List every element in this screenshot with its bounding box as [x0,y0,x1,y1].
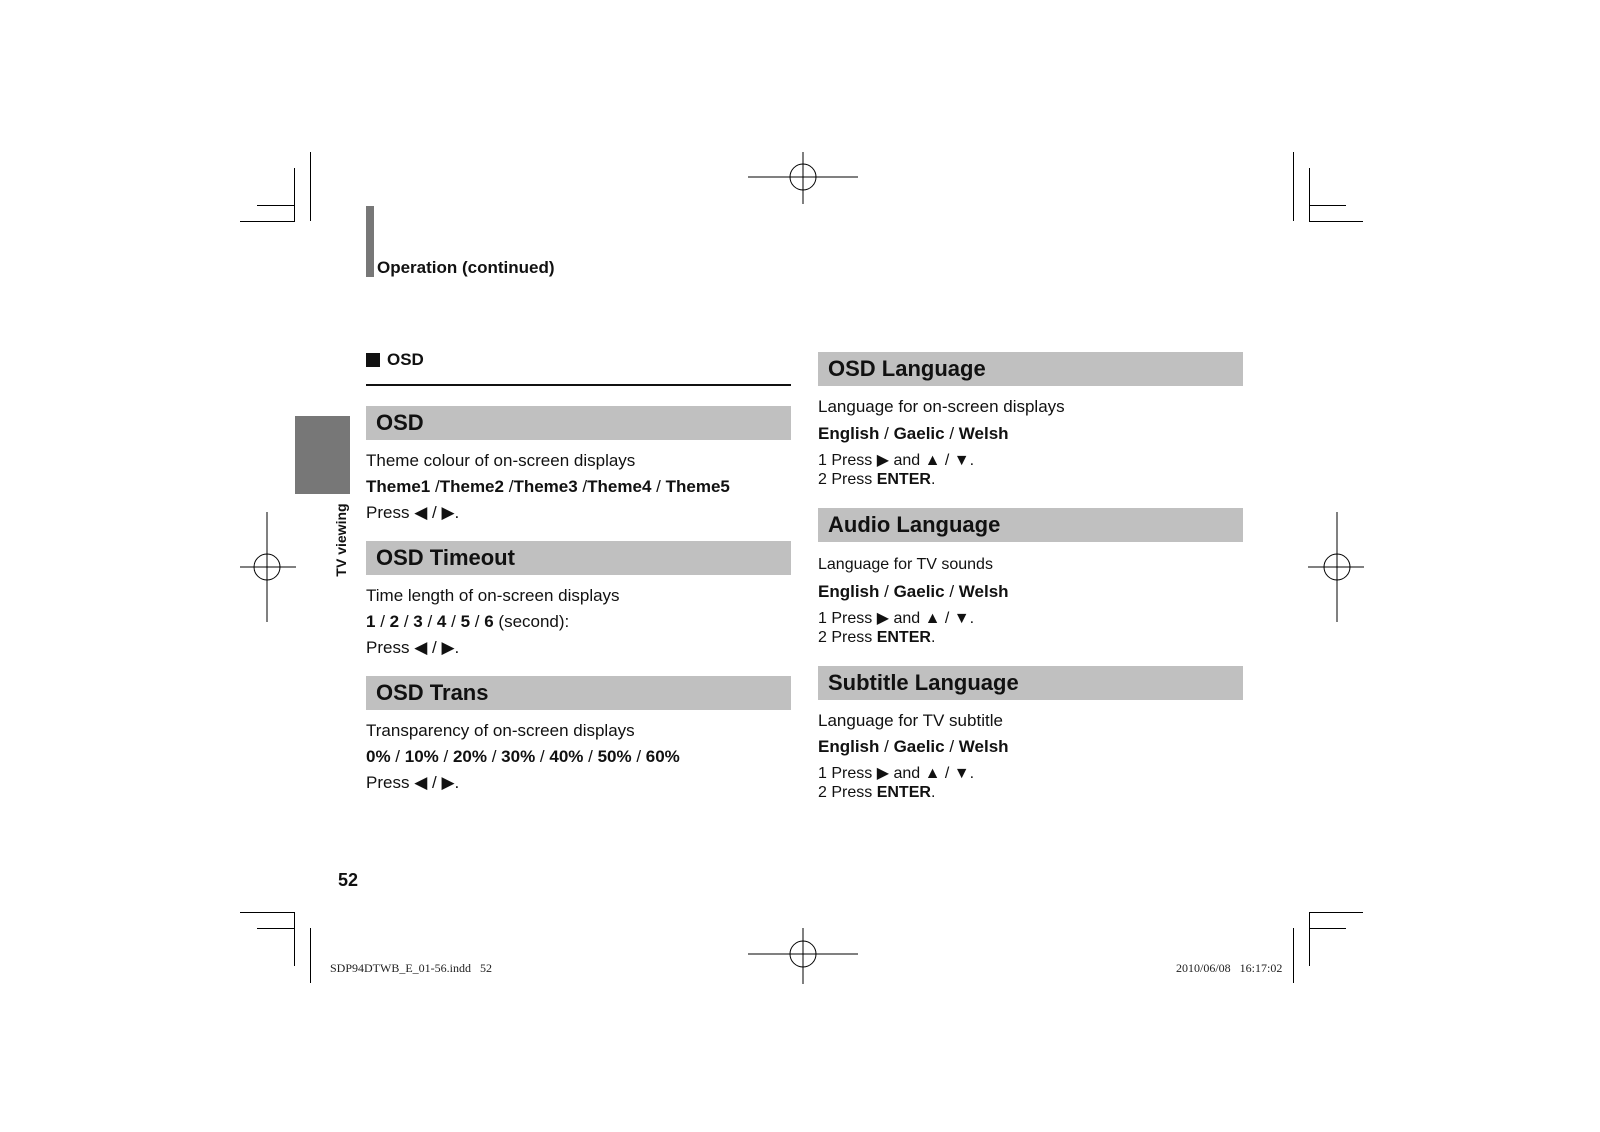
timeout-description: Time length of on-screen displays [366,586,620,605]
registration-mark-top [748,152,858,210]
trans-options: 0% / 10% / 20% / 30% / 40% / 50% / 60% [366,747,680,766]
page-header-title: Operation (continued) [377,258,555,277]
footer-file: SDP94DTWB_E_01-56.indd 52 [330,961,492,975]
section-title-osd-language: OSD Language [818,352,1243,386]
osd-language-description: Language for on-screen displays [818,397,1065,416]
osd-language-step-1: 1 Press ▶ and ▲ / ▼. [818,452,975,469]
subtitle-language-step-1: 1 Press ▶ and ▲ / ▼. [818,765,975,782]
side-tab-label: TV viewing [333,503,349,577]
option-theme4: Theme4 [587,477,652,496]
subtitle-language-options: English / Gaelic / Welsh [818,737,1009,756]
timeout-options: 1 / 2 / 3 / 4 / 5 / 6 (second): [366,612,570,631]
option-theme2: Theme2 [439,477,504,496]
audio-language-step-1: 1 Press ▶ and ▲ / ▼. [818,610,975,627]
trans-press-instruction: Press ◀ / ▶. [366,773,460,792]
registration-mark-right [1308,512,1364,622]
audio-language-step-2: 2 Press ENTER. [818,629,936,646]
header-bar [366,206,374,277]
osd-press-instruction: Press ◀ / ▶. [366,503,460,522]
section-title-osd-trans: OSD Trans [366,676,791,710]
osd-language-step-2: 2 Press ENTER. [818,471,936,488]
option-theme1: Theme1 [366,477,431,496]
subtitle-language-step-2: 2 Press ENTER. [818,784,936,801]
option-theme3: Theme3 [513,477,578,496]
section-title-subtitle-language: Subtitle Language [818,666,1243,700]
registration-mark-bottom [748,928,858,984]
side-tab [295,416,350,494]
osd-description: Theme colour of on-screen displays [366,451,636,470]
section-title-audio-language: Audio Language [818,508,1243,542]
option-theme5: Theme5 [665,477,730,496]
trans-description: Transparency of on-screen displays [366,721,635,740]
audio-language-description: Language for TV sounds [818,556,993,573]
square-bullet-icon [366,353,380,367]
page-number: 52 [338,870,359,890]
timeout-press-instruction: Press ◀ / ▶. [366,638,460,657]
section-title-osd-timeout: OSD Timeout [366,541,791,575]
osd-section-heading-text: OSD [387,350,424,369]
registration-mark-left [240,512,296,622]
subtitle-language-description: Language for TV subtitle [818,711,1003,730]
section-title-osd: OSD [366,406,791,440]
audio-language-options: English / Gaelic / Welsh [818,582,1009,601]
osd-language-options: English / Gaelic / Welsh [818,424,1009,443]
footer-timestamp: 2010/06/08 16:17:02 [1176,961,1283,975]
osd-options: Theme1 /Theme2 /Theme3 /Theme4 / Theme5 [366,477,730,496]
divider [366,384,791,386]
osd-section-heading [366,350,424,370]
